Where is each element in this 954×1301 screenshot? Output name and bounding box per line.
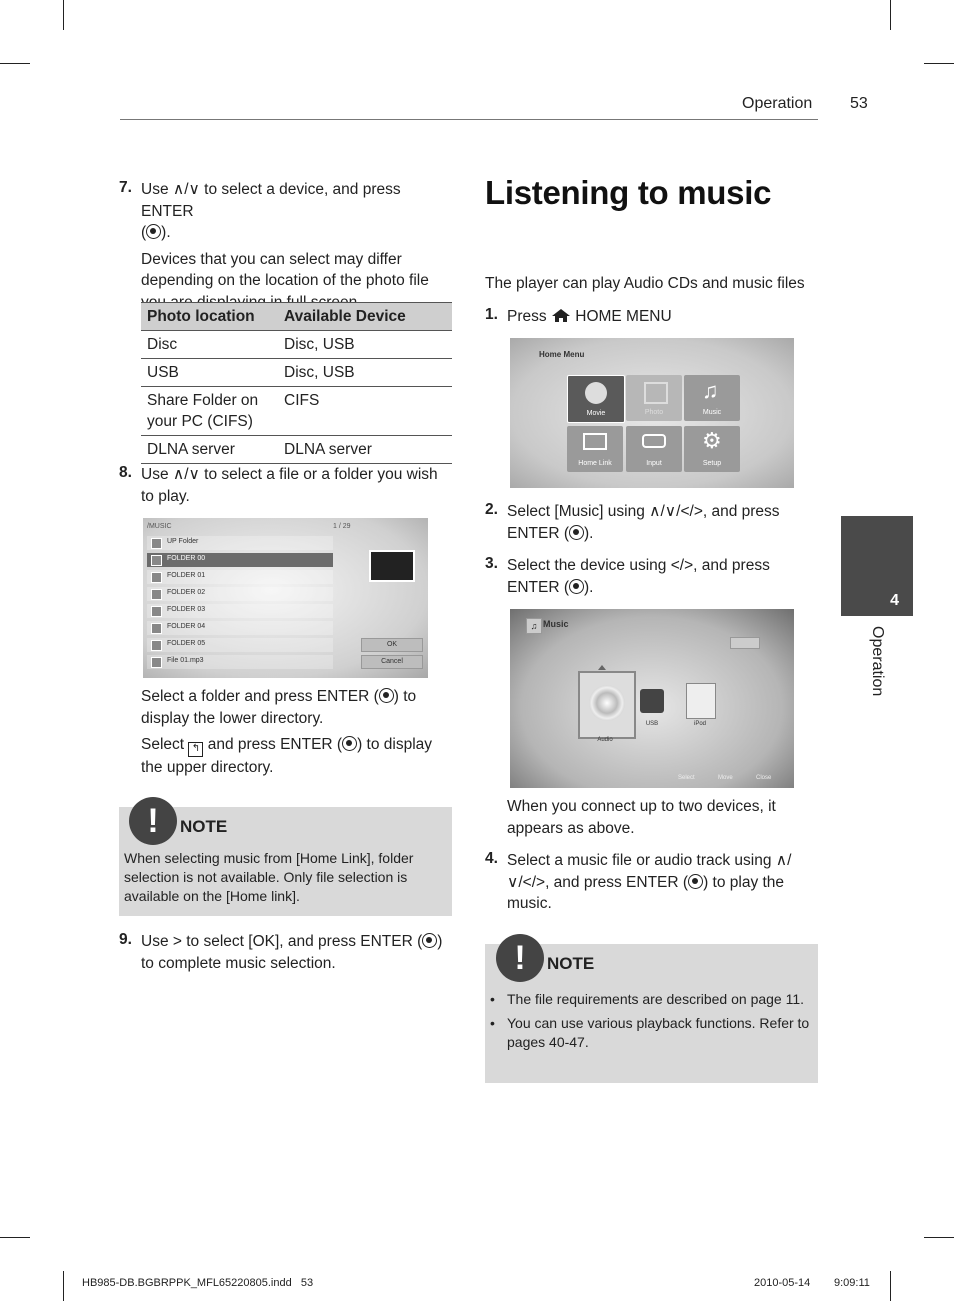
footer-date: 2010-05-14	[754, 1277, 811, 1289]
file-list-row	[147, 536, 333, 550]
folder-icon	[151, 640, 162, 651]
chapter-tab-label: Operation	[869, 626, 886, 697]
hint-select: Select	[678, 775, 695, 781]
note-box-right: ! NOTE • The file requirements are described on page 11. • You can use various playback functions. Refer to pages 40-47.	[485, 944, 818, 1083]
folder-icon	[151, 657, 162, 668]
footer-time: 9:09:11	[834, 1277, 870, 1289]
step-7-note: Devices that you can select may differ depending on the location of the photo file	[141, 250, 429, 289]
home-icon	[551, 308, 571, 330]
file-list-row	[147, 621, 333, 635]
running-header: Operation	[742, 95, 813, 112]
note-box-left: ! NOTE When selecting music from [Home Link], folder selection is not available. Only file selection is available on the [Home link].	[119, 807, 452, 916]
file-list-row	[147, 655, 333, 669]
up-folder-icon: ↰	[188, 742, 203, 757]
step-3-note: When you connect up to two devices, it appears as above.	[507, 798, 776, 837]
step-8-sub-2: Select ↰ and press ENTER ( ) to display the upper directory.	[141, 736, 433, 776]
intro-text: The player can play Audio CDs and music files	[485, 275, 805, 292]
file-list-row	[147, 553, 333, 567]
file-list-row	[147, 587, 333, 601]
file-list-row	[147, 570, 333, 584]
usb-icon	[640, 689, 664, 713]
table-row: Disc Disc, USB	[141, 331, 452, 359]
file-list-label: File 01.mp3	[167, 657, 204, 664]
step-8-sub-1: Select a folder and press ENTER ( ) to display the lower directory.	[141, 688, 417, 727]
folder-icon	[151, 606, 162, 617]
tile-movie: Movie	[567, 375, 625, 423]
home-menu-screenshot: Home Menu Movie Photo ♫ Music Home Link Input ⚙ Setup	[510, 338, 794, 488]
file-list-screenshot: /MUSIC 1 / 29 UP Folder FOLDER 00 FOLDER 01 FOLDER 02 FOLDER 03 FOLDER 04 FOLDER 05 File 01.mp3 OK Cancel	[143, 518, 428, 678]
exclamation-icon: !	[129, 797, 177, 845]
table-row: Share Folder on your PC (CIFS) CIFS	[141, 387, 452, 436]
ok-button: OK	[361, 638, 423, 652]
hint-close: Close	[756, 775, 772, 781]
device-audio	[578, 671, 636, 739]
footer-file: HB985-DB.BGBRPPK_MFL65220805.indd 53	[82, 1277, 314, 1289]
enter-icon	[146, 224, 161, 239]
table-row: DLNA server DLNA server	[141, 436, 452, 464]
file-list-row	[147, 604, 333, 618]
folder-icon	[151, 623, 162, 634]
thumbnail-preview	[369, 550, 415, 582]
hint-move: Move	[718, 775, 733, 781]
tile-setup: ⚙ Setup	[684, 426, 740, 472]
enter-icon	[422, 933, 437, 948]
music-screen-screenshot: ♫ Music Audio USB iPod Select Move Close	[510, 609, 794, 788]
file-list-label: FOLDER 01	[167, 572, 206, 579]
chapter-tab: 4	[841, 516, 913, 616]
file-list-label: FOLDER 03	[167, 606, 206, 613]
arrow-up-icon	[598, 665, 606, 670]
enter-icon	[379, 688, 394, 703]
music-icon: ♫	[526, 618, 542, 634]
folder-icon	[151, 589, 162, 600]
device-indicator	[730, 637, 760, 649]
enter-icon	[569, 579, 584, 594]
folder-icon	[151, 555, 162, 566]
up-folder-icon	[151, 538, 162, 549]
file-list-label: FOLDER 00	[167, 555, 206, 562]
enter-icon	[569, 525, 584, 540]
table-row: USB Disc, USB	[141, 359, 452, 387]
tile-photo: Photo	[626, 375, 682, 421]
page-number: 53	[850, 95, 868, 112]
tile-input: Input	[626, 426, 682, 472]
tile-music: ♫ Music	[684, 375, 740, 421]
cancel-button: Cancel	[361, 655, 423, 669]
folder-icon	[151, 572, 162, 583]
photo-location-table: Photo location Available Device Disc Disc, USB USB Disc, USB Share Folder on your PC (CIFS) CIFS DLNA server DLNA server	[141, 302, 452, 464]
enter-icon	[688, 874, 703, 889]
header-rule	[120, 119, 818, 120]
file-list-label: FOLDER 02	[167, 589, 206, 596]
tile-home-link: Home Link	[567, 426, 623, 472]
file-list-label: FOLDER 05	[167, 640, 206, 647]
section-title: Listening to music	[485, 174, 772, 211]
exclamation-icon: !	[496, 934, 544, 982]
file-list-label: FOLDER 04	[167, 623, 206, 630]
note-bullet: • You can use various playback functions. Refer to pages 40-47.	[490, 1015, 810, 1050]
file-list-row	[147, 638, 333, 652]
file-list-label: UP Folder	[167, 538, 199, 545]
note-bullet: • The file requirements are described on page 11.	[490, 991, 805, 1007]
ipod-icon	[686, 683, 716, 719]
enter-icon	[342, 736, 357, 751]
